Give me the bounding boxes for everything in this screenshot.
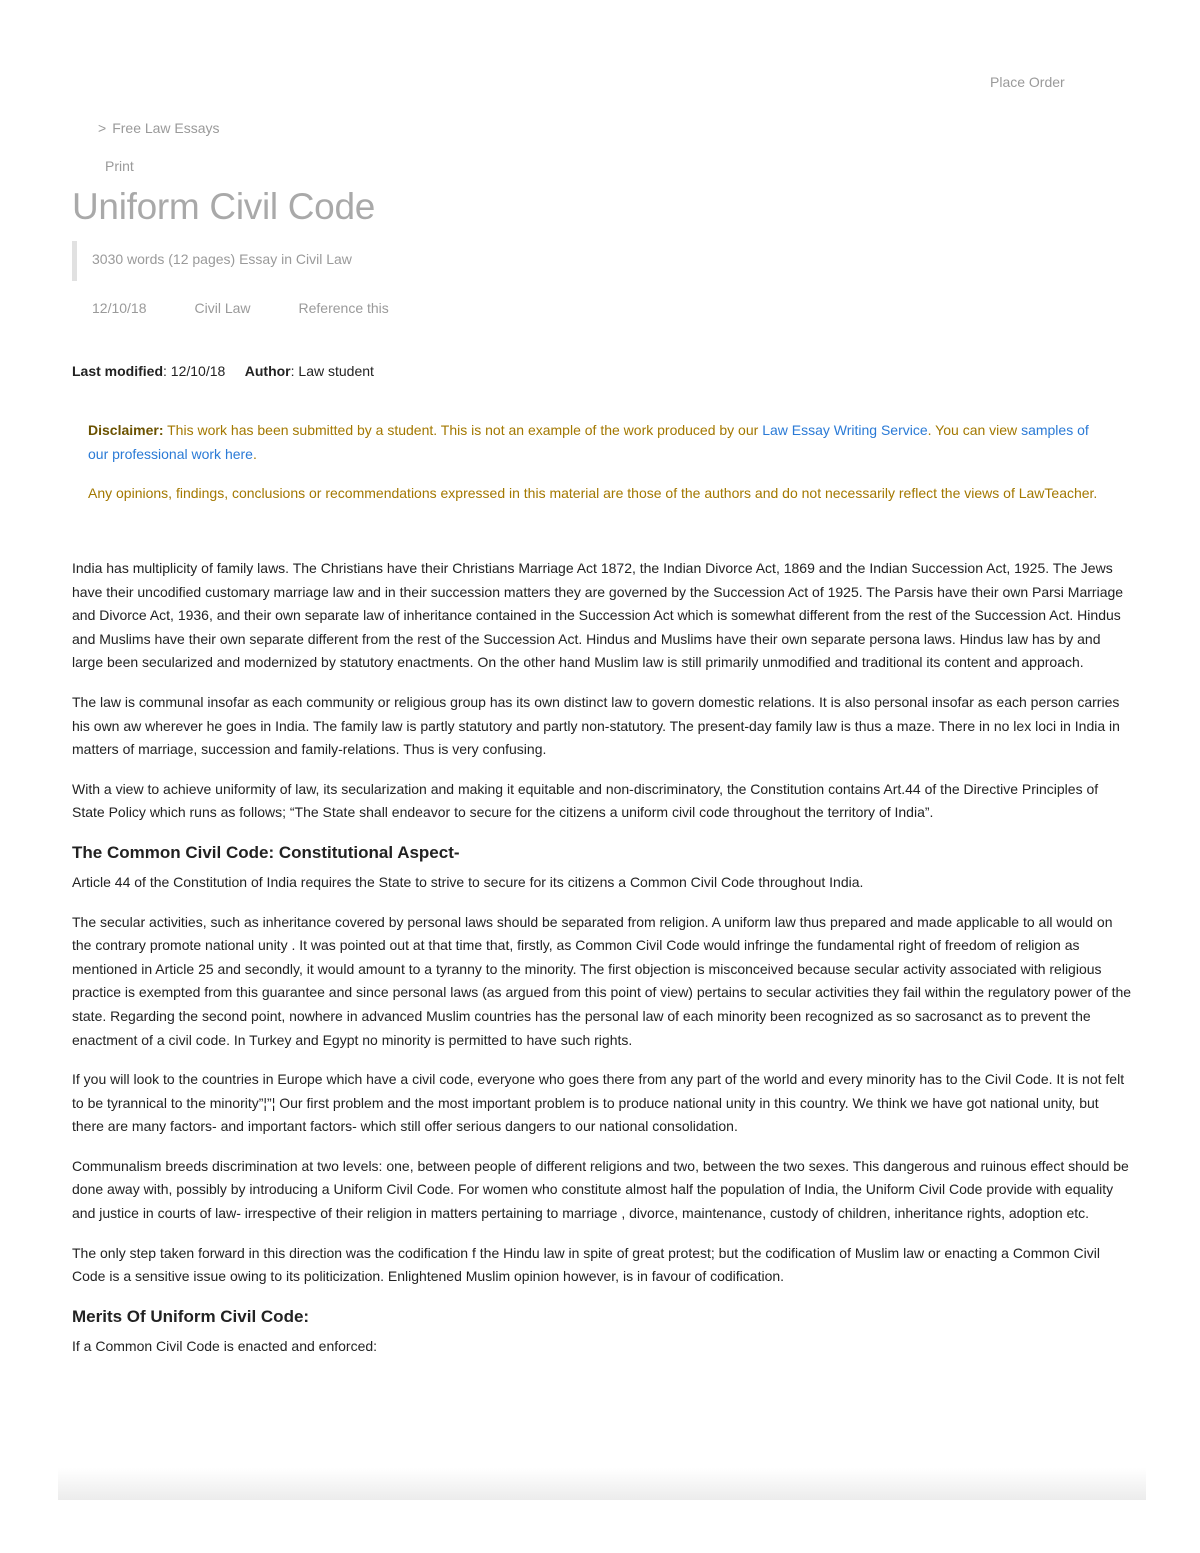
footer-shadow	[58, 1468, 1146, 1500]
disclaimer-paragraph	[88, 418, 1098, 466]
essay-paragraph: The secular activities, such as inheritance covered by personal laws should be separated from religion. A uniform law thus prepared and made applicable to all would on the contrary promote national unity . It was pointed out at that time that, firstly, as Common Civil Code would infringe the fundamental right of freedom of religion as mentioned in Article 25 and secondly, it would amount to a tyranny to the minority. The first objection is misconceived because secular activity associated with religious practice is exempted from this guarantee and since personal laws (as argued from this point of view) pertains to secular activities they fail within the regulatory power of the state. Regarding the second point, nowhere in advanced Muslim countries has the personal law of each minority been recognized as so sacrosanct as to prevent the enactment of a civil code. In Turkey and Egypt no minority is permitted to have such rights.	[72, 913, 1132, 1048]
page-title: Uniform Civil Code	[72, 186, 376, 227]
reference-this-button[interactable]: Reference this	[298, 300, 389, 316]
last-modified-value: : 12/10/18	[163, 363, 226, 379]
essay-paragraph: If you will look to the countries in Europe which have a civil code, everyone who goes there from any part of the world and every minority has to the Civil Code. It is not felt to be tyrannical to the minority”¦”¦ Our first problem and the most important problem is to produce national unity in this country. We think we have got national unity, but there are many factors- and important factors- which still offer serious dangers to our national consolidation.	[72, 1071, 1125, 1135]
place-order-link[interactable]: Place Order	[990, 74, 1065, 90]
meta-accent-bar	[72, 241, 77, 281]
essay-paragraph: Article 44 of the Constitution of India requires the State to strive to secure for its citizens a Common Civil Code throughout India.	[72, 873, 864, 890]
disclaimer-label: Disclaimer:	[88, 422, 164, 438]
samples-link[interactable]: samples of our professional work here	[88, 422, 1089, 462]
essay-paragraph: Communalism breeds discrimination at two levels: one, between people of different religions and two, between the two sexes. This dangerous and ruinous effect should be done away with, possibly by introducing a Uniform Civil Code. For women who constitute almost half the population of India, the Uniform Civil Code provide with equality and justice in courts of law- irrespective of their religion in matters pertaining to marriage , divorce, maintenance, custody of children, inheritance rights, adoption etc.	[72, 1157, 1129, 1222]
law-essay-writing-service-link[interactable]: Law Essay Writing Service	[762, 422, 928, 438]
section-heading: The Common Civil Code: Constitutional Aspect-	[72, 842, 460, 862]
breadcrumb-separator: >	[98, 120, 107, 136]
essay-paragraph: The only step taken forward in this direction was the codification f the Hindu law in spite of great protest; but the codification of Muslim law or enacting a Common Civil Code is a sensitive issue owing to its politicization. Enlightened Muslim opinion however, is in favour of codification.	[72, 1244, 1100, 1285]
author-label: Author	[244, 363, 291, 379]
essay-paragraph: If a Common Civil Code is enacted and enforced:	[72, 1337, 378, 1354]
disclaimer-text: This work has been submitted by a student. This is not an example of the work produced by our	[163, 422, 763, 438]
disclaimer-box	[88, 418, 1098, 520]
breadcrumb	[98, 120, 220, 136]
disclaimer-text: .	[252, 446, 257, 462]
essay-date: 12/10/18	[92, 300, 147, 316]
disclaimer-opinions: Any opinions, findings, conclusions or recommendations expressed in this material are those of the authors and do not necessarily reflect the views of LawTeacher.	[88, 485, 1098, 501]
essay-paragraph: With a view to achieve uniformity of law, its secularization and making it equitable and non-discriminatory, the Constitution contains Art.44 of the Directive Principles of State Policy which runs as follows; “The State shall endeavor to secure for the citizens a uniform civil code throughout the territory of India”.	[72, 780, 1099, 821]
section-heading: Merits Of Uniform Civil Code:	[72, 1306, 310, 1326]
last-modified-line	[72, 363, 374, 379]
breadcrumb-link-free-law-essays[interactable]: Free Law Essays	[112, 120, 220, 136]
essay-tags	[92, 300, 437, 316]
essay-meta: 3030 words (12 pages) Essay in Civil Law	[92, 251, 352, 267]
author-value: : Law student	[290, 363, 374, 379]
essay-paragraph: The law is communal insofar as each community or religious group has its own distinct law to govern domestic relations. It is also personal insofar as each person carries his own aw wherever he goes in India. The family law is partly statutory and partly non-statutory. The present-day family law is thus a maze. There in no lex loci in India in matters of marriage, succession and family-relations. Thus is very confusing.	[72, 693, 1120, 758]
print-button[interactable]: Print	[105, 158, 134, 174]
disclaimer-text: . You can view	[927, 422, 1022, 438]
essay-category-link[interactable]: Civil Law	[194, 300, 251, 316]
last-modified-label: Last modified	[72, 363, 164, 379]
essay-body	[72, 557, 1134, 1374]
essay-paragraph: India has multiplicity of family laws. The Christians have their Christians Marriage Act 1872, the Indian Divorce Act, 1869 and the Indian Succession Act, 1925. The Jews have their uncodified customary marriage law and in their succession matters they are governed by the Succession Act of 1925. The Parsis have their own Parsi Marriage and Divorce Act, 1936, and their own separate law of inheritance contained in the Succession Act which is somewhat different from the rest of the Succession Act. Hindus and Muslims have their own separate different from the rest of the Succession Act. Hindus and Muslims have their own separate persona laws. Hindus law has by and large been secularized and modernized by statutory enactments. On the other hand Muslim law is still primarily unmodified and traditional its content and approach.	[72, 560, 1124, 671]
